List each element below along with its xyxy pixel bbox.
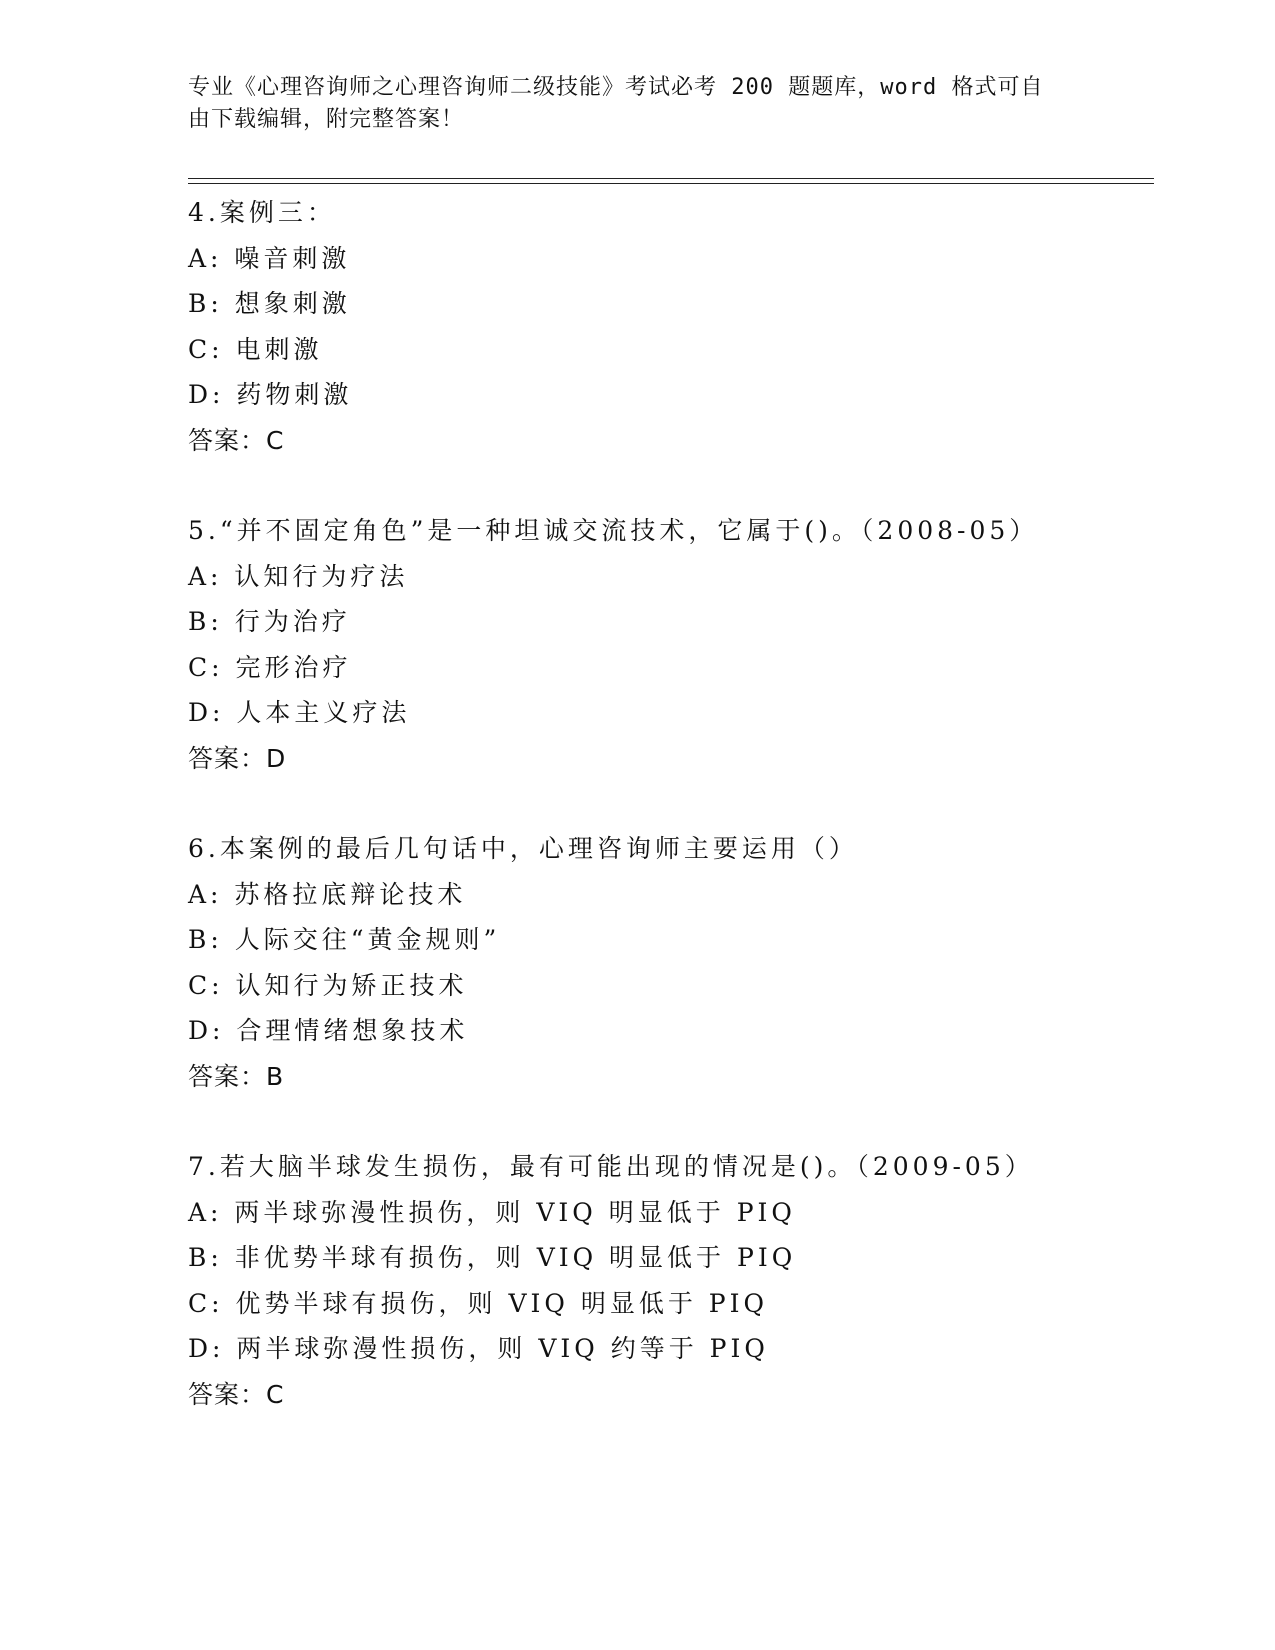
question-stem: 7.若大脑半球发生损伤，最有可能出现的情况是()。（2009-05） — [188, 1152, 1034, 1181]
question-stem: 6.本案例的最后几句话中，心理咨询师主要运用（） — [188, 834, 858, 863]
question-stem: 4.案例三： — [188, 198, 336, 227]
question-5 — [188, 508, 1154, 781]
question-7 — [188, 1144, 1154, 1417]
question-stem: 5.“并不固定角色”是一种坦诚交流技术，它属于()。（2008-05） — [188, 516, 1039, 545]
answer-text: 答案：C — [188, 1379, 285, 1409]
question-4 — [188, 190, 1154, 463]
header-divider-bottom — [188, 183, 1154, 184]
option-a: A: 两半球弥漫性损伤，则 VIQ 明显低于 PIQ — [188, 1197, 796, 1227]
option-a: A: 苏格拉底辩论技术 — [188, 879, 467, 909]
option-b: B: 人际交往“黄金规则” — [188, 925, 501, 954]
option-d: D: 合理情绪想象技术 — [188, 1016, 469, 1045]
option-a: A: 认知行为疗法 — [188, 561, 409, 591]
option-c: C: 完形治疗 — [188, 652, 352, 682]
question-list — [188, 190, 1154, 1462]
answer-text: 答案：C — [188, 425, 285, 455]
option-b: B: 想象刺激 — [188, 289, 351, 318]
answer-text: 答案：D — [188, 743, 287, 773]
document-header — [188, 72, 1068, 136]
answer-text: 答案：B — [188, 1061, 285, 1091]
option-c: C: 电刺激 — [188, 334, 323, 364]
option-d: D: 人本主义疗法 — [188, 698, 411, 727]
option-b: B: 非优势半球有损伤，则 VIQ 明显低于 PIQ — [188, 1243, 797, 1272]
header-line-1: 专业《心理咨询师之心理咨询师二级技能》考试必考 200 题题库，word 格式可自 — [188, 75, 1044, 100]
option-b: B: 行为治疗 — [188, 607, 351, 636]
header-line-2: 由下载编辑，附完整答案！ — [188, 107, 465, 132]
header-divider-top — [188, 178, 1154, 179]
option-c: C: 认知行为矫正技术 — [188, 970, 468, 1000]
option-d: D: 两半球弥漫性损伤，则 VIQ 约等于 PIQ — [188, 1334, 769, 1363]
question-6 — [188, 826, 1154, 1099]
option-c: C: 优势半球有损伤，则 VIQ 明显低于 PIQ — [188, 1288, 768, 1318]
option-d: D: 药物刺激 — [188, 380, 353, 409]
option-a: A: 噪音刺激 — [188, 243, 351, 273]
